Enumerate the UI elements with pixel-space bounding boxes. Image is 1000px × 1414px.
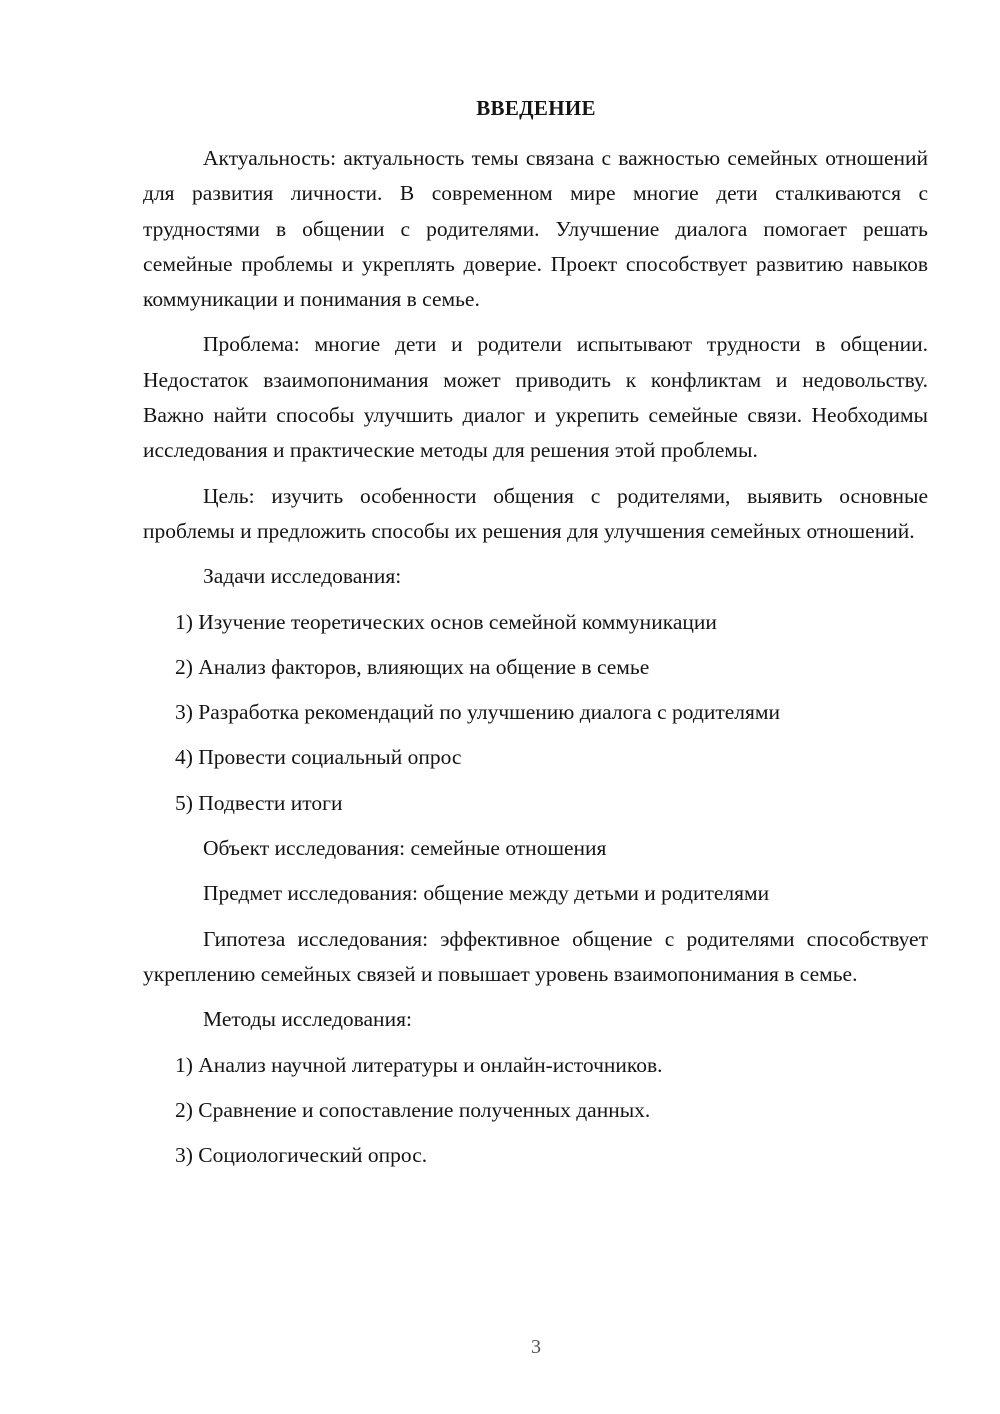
relevance-paragraph: Актуальность: актуальность темы связана с важностью семейных отношений для развития личности. В современном мире многие дети сталкиваются с трудностями в общении с родителями. Улучшение диалога помогает решать семейные проблемы и укреплять доверие. Проект способствует развитию навыков коммуникации и понимания в семье. — [143, 146, 928, 312]
tasks-label: Задачи исследования: — [203, 564, 402, 589]
page-number: 3 — [531, 1336, 541, 1358]
section-title: ВВЕДЕНИЕ — [476, 96, 596, 120]
method-item: 1) Анализ научной литературы и онлайн-источников. — [175, 1052, 663, 1077]
task-item: 5) Подвести итоги — [175, 790, 343, 815]
method-item: 3) Социологический опрос. — [175, 1143, 428, 1168]
goal-paragraph: Цель: изучить особенности общения с родителями, выявить основные проблемы и предложить способы их решения для улучшения семейных отношений. — [143, 483, 928, 543]
method-item: 2) Сравнение и сопоставление полученных данных. — [175, 1097, 651, 1122]
task-item: 2) Анализ факторов, влияющих на общение в семье — [175, 654, 650, 679]
page-content — [143, 141, 928, 1183]
task-item: 1) Изучение теоретических основ семейной коммуникации — [175, 609, 717, 634]
methods-list — [143, 1048, 928, 1174]
hypothesis-paragraph: Гипотеза исследования: эффективное общение с родителями способствует укреплению семейных связей и повышает уровень взаимопонимания в семье. — [143, 926, 928, 986]
subject-line: Предмет исследования: общение между детьми и родителями — [203, 881, 770, 906]
methods-label: Методы исследования: — [203, 1007, 412, 1032]
tasks-list — [143, 605, 928, 821]
task-item: 3) Разработка рекомендаций по улучшению диалога с родителями — [175, 700, 781, 725]
problem-paragraph: Проблема: многие дети и родители испытывают трудности в общении. Недостаток взаимопонимания может приводить к конфликтам и недовольству. Важно найти способы улучшить диалог и укрепить семейные связи. Необходимы исследования и практические методы для решения этой проблемы. — [143, 332, 928, 463]
object-line: Объект исследования: семейные отношения — [203, 836, 607, 861]
task-item: 4) Провести социальный опрос — [175, 745, 462, 770]
